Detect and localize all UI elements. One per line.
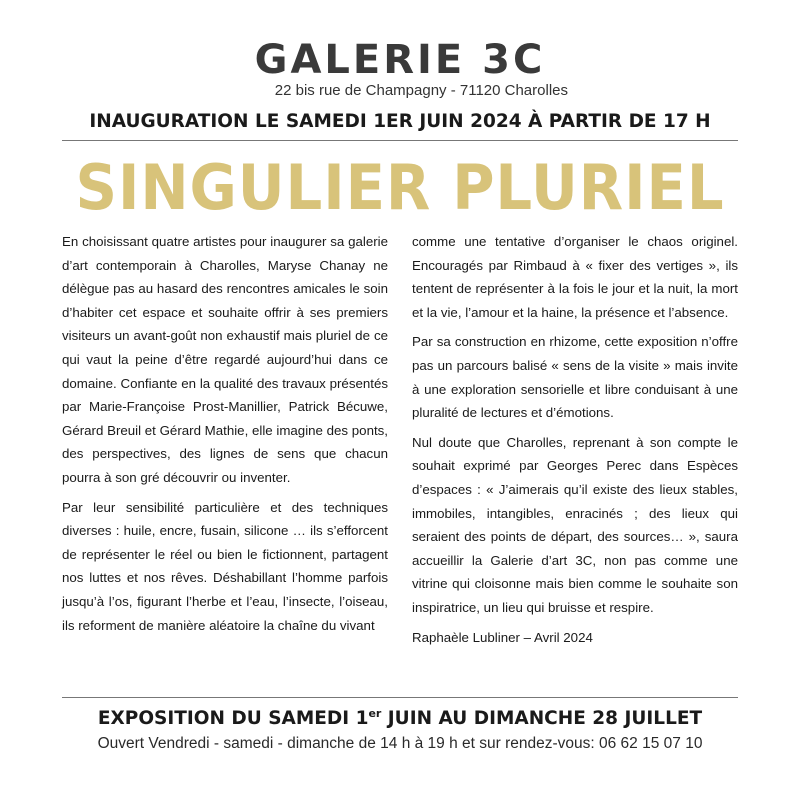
exposition-ordinal: er	[368, 706, 382, 720]
exposition-prefix: EXPOSITION DU SAMEDI 1	[97, 708, 369, 729]
exposition-dates	[0, 706, 800, 732]
paragraph: Par leur sensibilité particulière et des techniques diverses : huile, encre, fusain, silicone … ils s’efforcent de représenter le réel ou bien le fictionnent, partagent nos luttes et nos rêves. Déshabillant l’homme parfois jusqu’à l’os, figurant l’herbe et l’eau, l’insecte, l’oiseau, ils reforment de manière aléatoire la chaîne du vivant	[62, 499, 388, 633]
right-column	[412, 230, 738, 655]
paragraph: Par sa construction en rhizome, cette exposition n’offre pas un parcours balisé « sens de la visite » mais invite à une exploration sensorielle et libre conduisant à une pluralité de lectures et d’émotions.	[412, 334, 738, 421]
left-column	[62, 230, 388, 643]
exhibition-title: SINGULIER PLURIEL	[75, 151, 725, 224]
divider-top	[62, 140, 738, 141]
divider-bottom	[62, 697, 738, 698]
paragraph: En choisissant quatre artistes pour inaugurer sa galerie d’art contemporain à Charolles, Maryse Chanay ne délègue pas au hasard des rencontres amicales le soin d’habiter cet espace et souhaite offrir à ses premiers visiteurs un avant-goût non exhaustif mais pluriel de ce qui vaut la peine d’être regardé aujourd’hui dans ce domaine. Confiante en la qualité des travaux présentés par Marie-Françoise Prost-Manillier, Patrick Bécuwe, Gérard Breuil et Gérard Mathie, elle imagine des ponts, des perspectives, des lignes de sens que chacun pourra à son gré découvrir ou inventer.	[62, 234, 388, 485]
gallery-address: 22 bis rue de Champagny - 71120 Charolles	[274, 82, 568, 99]
signature: Raphaèle Lubliner – Avril 2024	[412, 629, 593, 645]
exposition-suffix: JUIN AU DIMANCHE 28 JUILLET	[381, 708, 703, 729]
gallery-name: GALERIE 3C	[254, 37, 546, 83]
opening-hours: Ouvert Vendredi - samedi - dimanche de 14 h à 19 h et sur rendez-vous: 06 62 15 07 10	[97, 735, 703, 752]
body-text	[62, 230, 738, 690]
paragraph: Nul doute que Charolles, reprenant à son compte le souhait exprimé par Georges Perec dans Espèces d’espaces : « J’aimerais qu’il existe des lieux stables, immobiles, intangibles, enracinés ; des lieux qui seraient des points de départ, des sources… », saura accueillir la Galerie d’art 3C, non pas comme une vitrine qui cloisonne mais bien comme le souhaite son inspiratrice, un lieu qui bruisse et respire.	[412, 434, 738, 615]
inauguration-line: INAUGURATION LE SAMEDI 1ER JUIN 2024 À PARTIR DE 17 H	[89, 111, 711, 132]
paragraph: comme une tentative d’organiser le chaos originel. Encouragés par Rimbaud à « fixer des vertiges », ils tentent de représenter à la fois le jour et la nuit, la mort et la vie, l’amour et la haine, la présence et l’absence.	[412, 234, 738, 320]
